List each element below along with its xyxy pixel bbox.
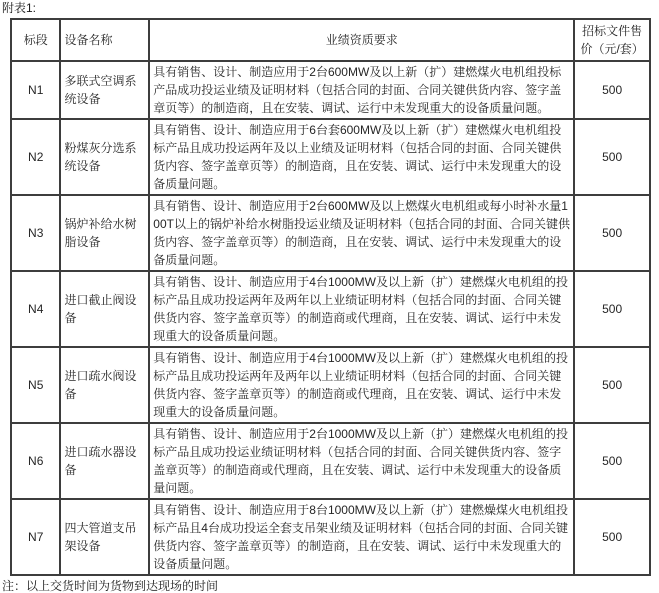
table-row bbox=[11, 347, 650, 423]
table-body bbox=[11, 61, 650, 575]
price-cell: 500 bbox=[574, 271, 650, 347]
footnote: 注：以上交货时间为货物到达现场的时间 bbox=[2, 579, 219, 593]
price-cell: 500 bbox=[574, 347, 650, 423]
qualification-table bbox=[10, 18, 651, 576]
table-row bbox=[11, 499, 650, 575]
requirements-cell: 具有销售、设计、制造应用于6台套600MW及以上新（扩）建燃煤火电机组投标产品且成功投运两年及以上业绩及证明材料（包括合同的封面、合同关键供货内容、签字盖章页等）的制造商，且在安装、调试、运行中未发现重大的设备质量问题。 bbox=[149, 119, 574, 195]
table-row bbox=[11, 61, 650, 119]
equipment-cell: 进口疏水器设备 bbox=[60, 423, 149, 499]
table-row bbox=[11, 195, 650, 271]
price-cell: 500 bbox=[574, 119, 650, 195]
requirements-cell: 具有销售、设计、制造应用于4台1000MW及以上新（扩）建燃煤火电机组的投标产品且成功投运两年及两年以上业绩证明材料（包括合同的封面、合同关键供货内容、签字盖章页等）的制造商或代理商，且在安装、调试、运行中未发现重大的设备质量问题。 bbox=[149, 347, 574, 423]
equipment-cell: 四大管道支吊架设备 bbox=[60, 499, 149, 575]
header-row bbox=[11, 19, 650, 61]
section-cell: N4 bbox=[11, 271, 60, 347]
header-equipment: 设备名称 bbox=[60, 19, 149, 61]
table-title: 附表1: bbox=[2, 1, 37, 15]
header-section: 标段 bbox=[11, 19, 60, 61]
equipment-cell: 多联式空调系统设备 bbox=[60, 61, 149, 119]
requirements-cell: 具有销售、设计、制造应用于8台1000MW及以上新（扩）建燃燥煤火电机组投标产品且4台成功投运全套支吊架业绩及证明材料（包括合同的封面、合同关键供货内容、签字盖章页等）的制造商，且在安装、调试、运行中未发现重大的设备质量问题。 bbox=[149, 499, 574, 575]
section-cell: N5 bbox=[11, 347, 60, 423]
section-cell: N1 bbox=[11, 61, 60, 119]
section-cell: N6 bbox=[11, 423, 60, 499]
table-row bbox=[11, 119, 650, 195]
price-cell: 500 bbox=[574, 423, 650, 499]
section-cell: N3 bbox=[11, 195, 60, 271]
header-price: 招标文件售价（元/套） bbox=[574, 19, 650, 61]
section-cell: N7 bbox=[11, 499, 60, 575]
page bbox=[0, 1, 659, 593]
equipment-cell: 进口截止阀设备 bbox=[60, 271, 149, 347]
price-cell: 500 bbox=[574, 195, 650, 271]
equipment-cell: 锅炉补给水树脂设备 bbox=[60, 195, 149, 271]
requirements-cell: 具有销售、设计、制造应用于2台1000MW及以上新（扩）建燃煤火电机组的投标产品且成功投运业绩证明材料（包括合同的封面、合同关键供货内容、签字盖章页等）的制造商或代理商，且在安装、调试、运行中未发现重大的设备质量问题。 bbox=[149, 423, 574, 499]
equipment-cell: 进口疏水阀设备 bbox=[60, 347, 149, 423]
requirements-cell: 具有销售、设计、制造应用于2台600MW及以上新（扩）建燃煤火电机组投标产品成功投运业绩及证明材料（包括合同的封面、合同关键供货内容、签字盖章页等）的制造商，且在安装、调试、运行中未发现重大的设备质量问题。 bbox=[149, 61, 574, 119]
header-requirements: 业绩资质要求 bbox=[149, 19, 574, 61]
price-cell: 500 bbox=[574, 61, 650, 119]
requirements-cell: 具有销售、设计、制造应用于2台600MW及以上燃煤火电机组或每小时补水量100T以上的锅炉补给水树脂投运业绩及证明材料（包括合同的封面、合同关键供货内容、签字盖章页等）的制造商，且在安装、调试、运行中未发现重大的设备质量问题。 bbox=[149, 195, 574, 271]
section-cell: N2 bbox=[11, 119, 60, 195]
price-cell: 500 bbox=[574, 499, 650, 575]
table-row bbox=[11, 271, 650, 347]
table-row bbox=[11, 423, 650, 499]
requirements-cell: 具有销售、设计、制造应用于4台1000MW及以上新（扩）建燃煤火电机组的投标产品且成功投运两年及两年以上业绩证明材料（包括合同的封面、合同关键供货内容、签字盖章页等）的制造商或代理商，且在安装、调试、运行中未发现重大的设备质量问题。 bbox=[149, 271, 574, 347]
equipment-cell: 粉煤灰分选系统设备 bbox=[60, 119, 149, 195]
